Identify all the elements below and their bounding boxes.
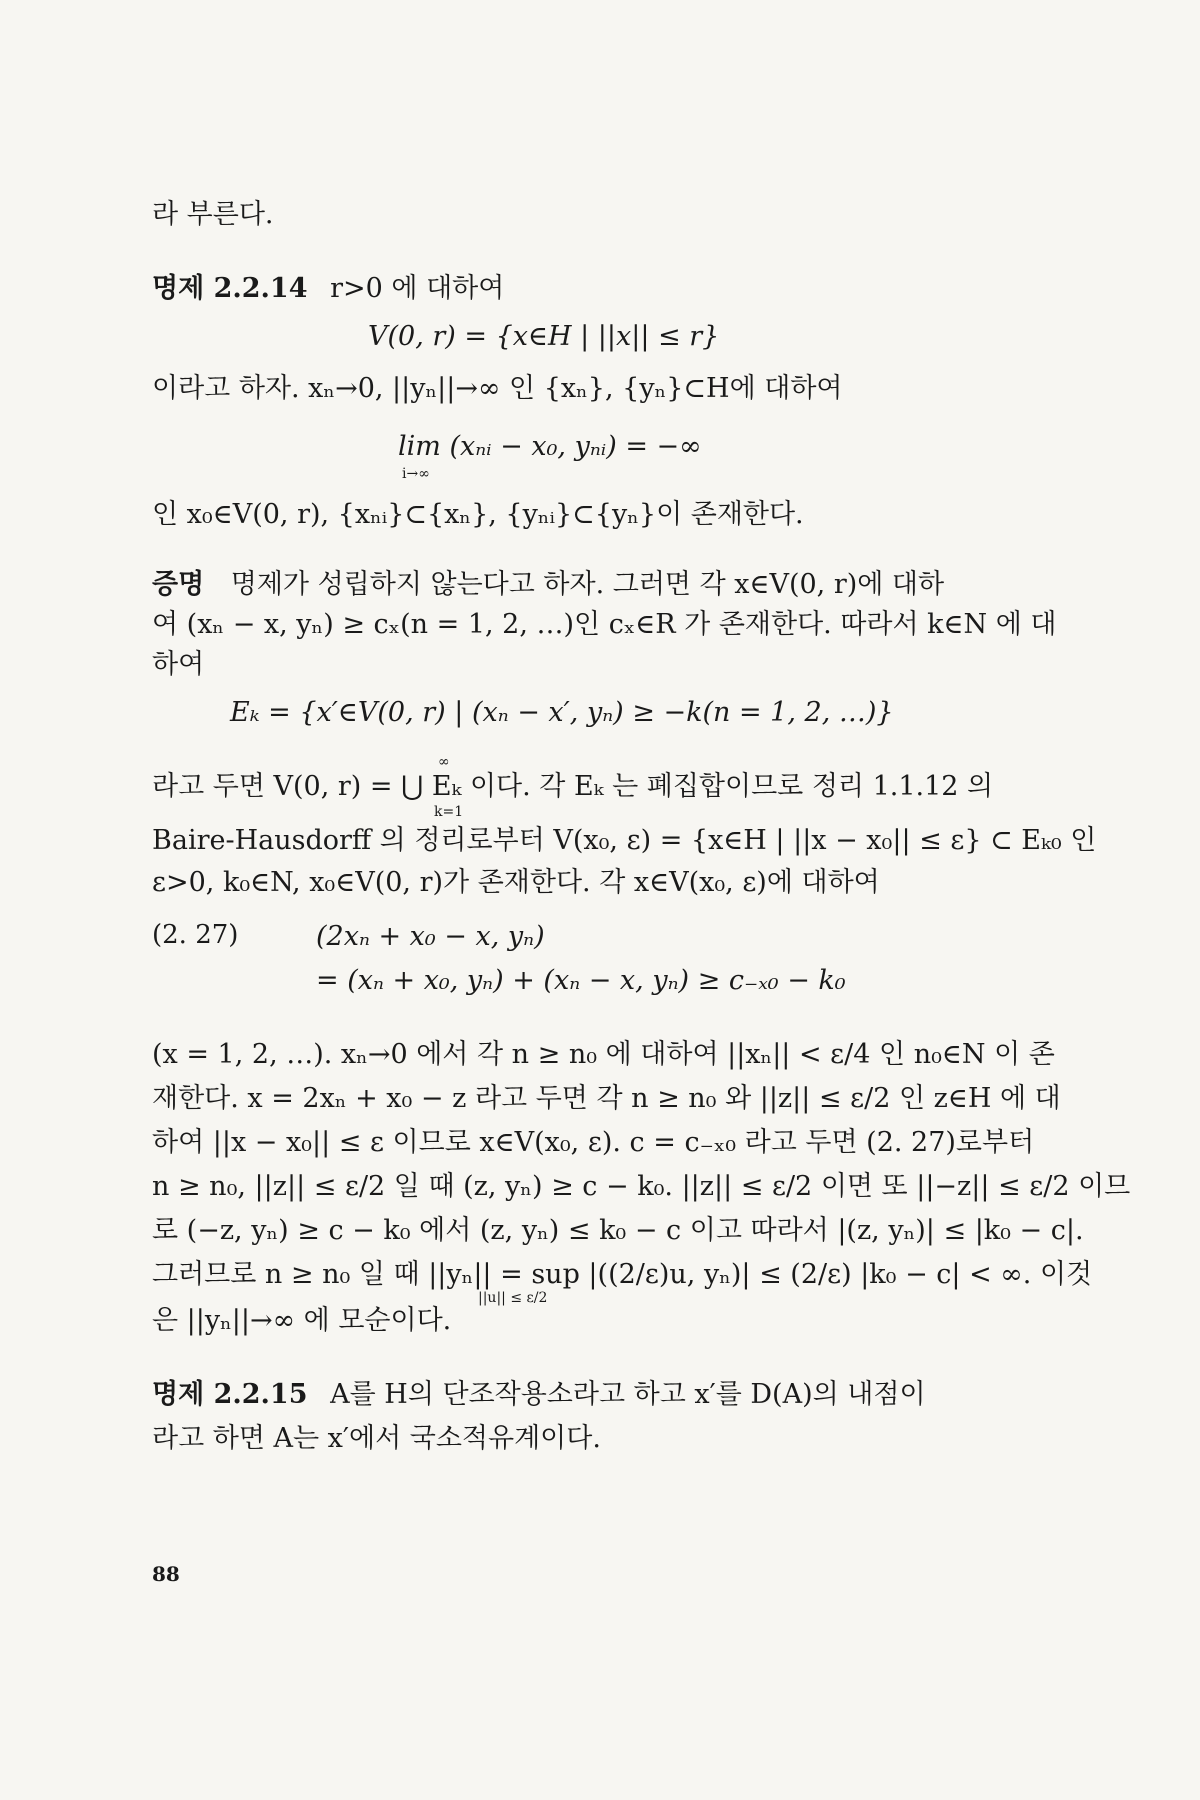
proposition-line bbox=[152, 270, 504, 308]
text-line: 하여 ||x − x₀|| ≤ ε 이므로 x∈V(x₀, ε). c = c₋ₓ₀ 라고 두면 (2. 27)로부터 bbox=[152, 1127, 1035, 1158]
text-line: n ≥ n₀, ||z|| ≤ ε/2 일 때 (z, yₙ) ≥ c − k₀. ||z|| ≤ ε/2 이면 또 ||−z|| ≤ ε/2 이므 bbox=[152, 1171, 1131, 1202]
text-line: 라고 두면 V(0, r) = ⋃ Eₖ 이다. 각 Eₖ 는 폐집합이므로 정리 1.1.12 의 bbox=[152, 771, 994, 802]
limit-subscript: i→∞ bbox=[402, 466, 430, 482]
proof-heading: 증명 bbox=[152, 569, 205, 600]
proof-text: 명제가 성립하지 않는다고 하자. 그러면 각 x∈V(0, r)에 대하 bbox=[230, 569, 945, 600]
text-line: 라고 하면 A는 x′에서 국소적유계이다. bbox=[152, 1423, 601, 1454]
equation-limit: lim (xₙᵢ − x₀, yₙᵢ) = −∞ bbox=[398, 431, 702, 462]
text-line: 은 ||yₙ||→∞ 에 모순이다. bbox=[152, 1305, 452, 1336]
text-line: 여 (xₙ − x, yₙ) ≥ cₓ(n = 1, 2, …)인 cₓ∈R 가 존재한다. 따라서 k∈N 에 대 bbox=[152, 609, 1057, 640]
union-superscript: ∞ bbox=[438, 754, 450, 770]
equation-V: V(0, r) = {x∈H | ||x|| ≤ r} bbox=[368, 321, 720, 352]
text-line: 인 x₀∈V(0, r), {xₙᵢ}⊂{xₙ}, {yₙᵢ}⊂{yₙ}이 존재한다. bbox=[152, 499, 804, 530]
document-page bbox=[152, 0, 1131, 1800]
text-line: 그러므로 n ≥ n₀ 일 때 ||yₙ|| = sup |((2/ε)u, yₙ)| ≤ (2/ε) |k₀ − c| < ∞. 이것 bbox=[152, 1259, 1093, 1290]
proposition-heading: 명제 2.2.15 bbox=[152, 1379, 308, 1410]
text-line: 하여 bbox=[152, 649, 205, 680]
text-line: 재한다. x = 2xₙ + x₀ − z 라고 두면 각 n ≥ n₀ 와 ||z|| ≤ ε/2 인 z∈H 에 대 bbox=[152, 1083, 1061, 1114]
equation-227-line1: (2xₙ + x₀ − x, yₙ) bbox=[316, 921, 545, 952]
equation-E: Eₖ = {x′∈V(0, r) | (xₙ − x′, yₙ) ≥ −k(n = 1, 2, …)} bbox=[230, 697, 894, 728]
union-subscript: k=1 bbox=[434, 804, 464, 820]
proposition-text: r>0 에 대하여 bbox=[330, 273, 505, 304]
proposition-text: A를 H의 단조작용소라고 하고 x′를 D(A)의 내점이 bbox=[330, 1379, 926, 1410]
text-line: 로 (−z, yₙ) ≥ c − k₀ 에서 (z, yₙ) ≤ k₀ − c 이고 따라서 |(z, yₙ)| ≤ |k₀ − c|. bbox=[152, 1215, 1084, 1246]
equation-227-line2: = (xₙ + x₀, yₙ) + (xₙ − x, yₙ) ≥ c₋ₓ₀ − k₀ bbox=[316, 965, 846, 996]
equation-label: (2. 27) bbox=[152, 920, 239, 950]
page-number: 88 bbox=[152, 1562, 180, 1586]
text-line: (x = 1, 2, …). xₙ→0 에서 각 n ≥ n₀ 에 대하여 ||xₙ|| < ε/4 인 n₀∈N 이 존 bbox=[152, 1039, 1055, 1070]
proposition-heading: 명제 2.2.14 bbox=[152, 273, 308, 304]
text-line: Baire-Hausdorff 의 정리로부터 V(x₀, ε) = {x∈H | ||x − x₀|| ≤ ε} ⊂ Eₖ₀ 인 bbox=[152, 825, 1097, 856]
text-line: 이라고 하자. xₙ→0, ||yₙ||→∞ 인 {xₙ}, {yₙ}⊂H에 대하여 bbox=[152, 373, 843, 404]
proof-line bbox=[152, 566, 944, 604]
text-line: 라 부른다. bbox=[152, 199, 274, 230]
sup-subscript: ||u|| ≤ ε/2 bbox=[478, 1290, 548, 1306]
text-line: ε>0, k₀∈N, x₀∈V(0, r)가 존재한다. 각 x∈V(x₀, ε)에 대하여 bbox=[152, 867, 880, 898]
proposition-line bbox=[152, 1376, 926, 1414]
